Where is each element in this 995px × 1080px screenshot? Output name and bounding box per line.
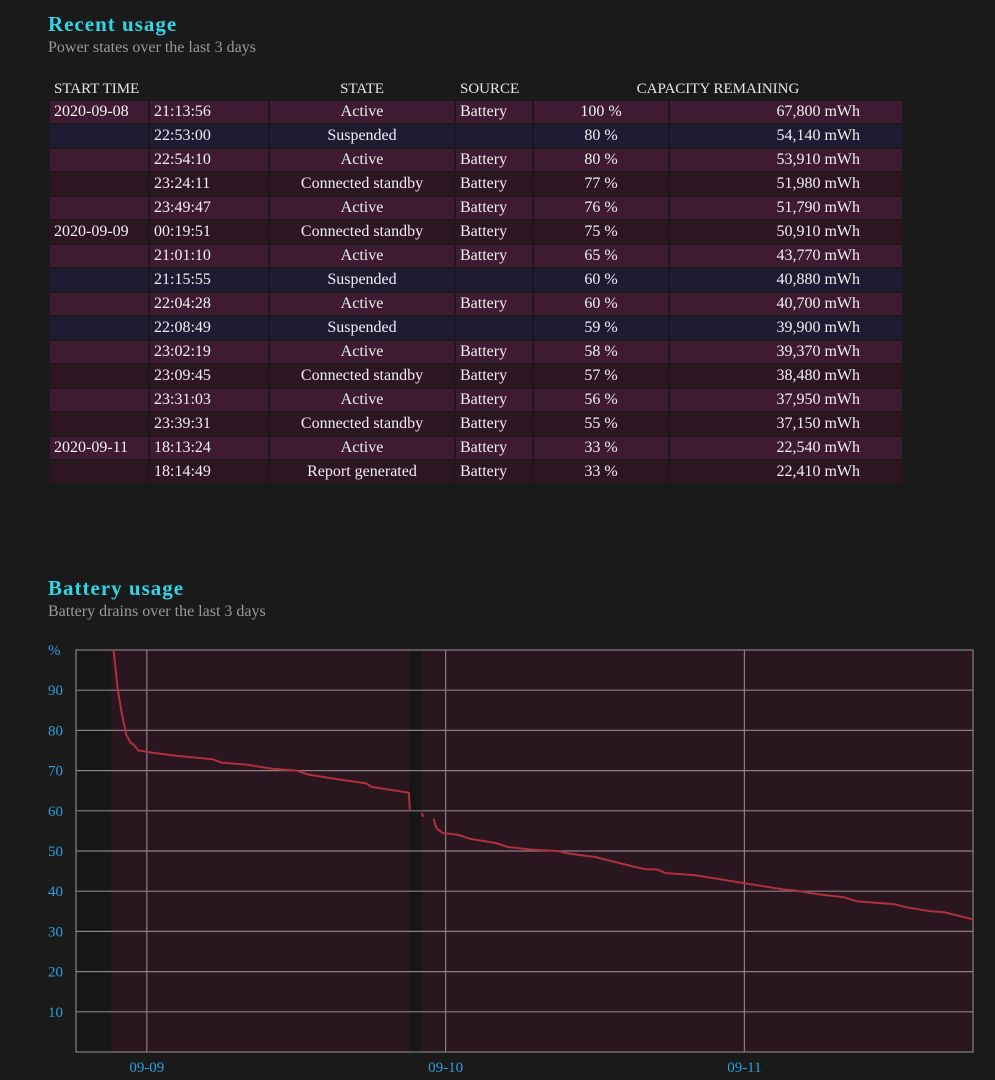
state-cell: Connected standby: [270, 221, 454, 243]
capacity-percent-cell: 55 %: [534, 413, 668, 435]
capacity-percent-cell: 65 %: [534, 245, 668, 267]
start-time-cell: 18:14:49: [150, 461, 268, 483]
y-tick-label: 40: [48, 884, 63, 901]
y-tick-label: 10: [48, 1004, 63, 1021]
source-cell: Battery: [456, 101, 532, 123]
capacity-mwh-cell: 51,790 mWh: [670, 197, 902, 219]
start-date-cell: [50, 317, 148, 339]
y-axis-unit-label: %: [48, 643, 61, 659]
start-date-cell: [50, 269, 148, 291]
header-capacity-remaining: CAPACITY REMAINING: [636, 80, 800, 97]
state-cell: Active: [270, 197, 454, 219]
state-cell: Active: [270, 293, 454, 315]
y-tick-label: 30: [48, 924, 63, 941]
start-date-cell: [50, 413, 148, 435]
source-cell: [456, 269, 532, 291]
source-cell: [456, 125, 532, 147]
capacity-mwh-cell: 40,880 mWh: [670, 269, 902, 291]
capacity-mwh-cell: 51,980 mWh: [670, 173, 902, 195]
state-cell: Report generated: [270, 461, 454, 483]
capacity-mwh-cell: 22,540 mWh: [670, 437, 902, 459]
capacity-mwh-cell: 37,150 mWh: [670, 413, 902, 435]
x-tick-label: 09-09: [129, 1060, 165, 1076]
y-tick-label: 90: [48, 683, 63, 700]
capacity-percent-cell: 59 %: [534, 317, 668, 339]
header-start-time: START TIME: [54, 80, 140, 97]
source-cell: Battery: [456, 389, 532, 411]
power-states-table: [48, 77, 904, 485]
source-cell: [456, 317, 532, 339]
y-tick-label: 80: [48, 723, 63, 740]
start-time-cell: 23:49:47: [150, 197, 268, 219]
battery-drain-line: [422, 813, 424, 817]
battery-usage-title: Battery usage: [48, 576, 185, 600]
state-cell: Suspended: [270, 269, 454, 291]
table-body: [50, 101, 902, 483]
recent-usage-title: Recent usage: [48, 12, 178, 36]
recent-usage-subtitle: Power states over the last 3 days: [48, 39, 256, 56]
capacity-mwh-cell: 39,900 mWh: [670, 317, 902, 339]
table-row: [50, 389, 902, 411]
source-cell: Battery: [456, 173, 532, 195]
capacity-percent-cell: 60 %: [534, 269, 668, 291]
capacity-percent-cell: 33 %: [534, 437, 668, 459]
capacity-percent-cell: 56 %: [534, 389, 668, 411]
table-row: [50, 173, 902, 195]
source-cell: Battery: [456, 413, 532, 435]
state-cell: Active: [270, 389, 454, 411]
state-cell: Connected standby: [270, 365, 454, 387]
start-time-cell: 21:01:10: [150, 245, 268, 267]
capacity-percent-cell: 100 %: [534, 101, 668, 123]
start-date-cell: [50, 461, 148, 483]
table-row: [50, 413, 902, 435]
start-date-cell: 2020-09-08: [50, 101, 148, 123]
table-row: [50, 341, 902, 363]
y-tick-label: 70: [48, 763, 63, 780]
start-date-cell: [50, 389, 148, 411]
start-time-cell: 18:13:24: [150, 437, 268, 459]
start-date-cell: 2020-09-11: [50, 437, 148, 459]
start-date-cell: [50, 293, 148, 315]
capacity-percent-cell: 60 %: [534, 293, 668, 315]
table-row: [50, 245, 902, 267]
table-header-row: [50, 79, 902, 99]
state-cell: Active: [270, 245, 454, 267]
source-cell: Battery: [456, 461, 532, 483]
start-date-cell: [50, 149, 148, 171]
y-tick-label: 50: [48, 844, 63, 860]
table-row: [50, 437, 902, 459]
capacity-mwh-cell: 43,770 mWh: [670, 245, 902, 267]
start-time-cell: 22:04:28: [150, 293, 268, 315]
start-time-cell: 23:02:19: [150, 341, 268, 363]
state-cell: Active: [270, 149, 454, 171]
state-cell: Active: [270, 341, 454, 363]
start-date-cell: [50, 173, 148, 195]
start-time-cell: 22:08:49: [150, 317, 268, 339]
start-time-cell: 23:09:45: [150, 365, 268, 387]
table-row: [50, 197, 902, 219]
capacity-mwh-cell: 37,950 mWh: [670, 389, 902, 411]
capacity-percent-cell: 75 %: [534, 221, 668, 243]
table-row: [50, 269, 902, 291]
capacity-mwh-cell: 22,410 mWh: [670, 461, 902, 483]
state-cell: Suspended: [270, 125, 454, 147]
capacity-mwh-cell: 54,140 mWh: [670, 125, 902, 147]
table-row: [50, 125, 902, 147]
start-time-cell: 22:54:10: [150, 149, 268, 171]
source-cell: Battery: [456, 149, 532, 171]
battery-drain-chart: [0, 640, 995, 1080]
y-tick-label: 20: [48, 964, 63, 981]
source-cell: Battery: [456, 437, 532, 459]
capacity-mwh-cell: 50,910 mWh: [670, 221, 902, 243]
table-row: [50, 317, 902, 339]
table-row: [50, 101, 902, 123]
capacity-percent-cell: 76 %: [534, 197, 668, 219]
start-date-cell: [50, 245, 148, 267]
start-date-cell: [50, 365, 148, 387]
y-tick-label: 60: [48, 803, 63, 820]
source-cell: Battery: [456, 293, 532, 315]
start-date-cell: [50, 125, 148, 147]
source-cell: Battery: [456, 197, 532, 219]
start-time-cell: 21:13:56: [150, 101, 268, 123]
state-cell: Suspended: [270, 317, 454, 339]
capacity-percent-cell: 77 %: [534, 173, 668, 195]
start-time-cell: 23:31:03: [150, 389, 268, 411]
start-date-cell: [50, 197, 148, 219]
capacity-percent-cell: 80 %: [534, 125, 668, 147]
capacity-percent-cell: 58 %: [534, 341, 668, 363]
capacity-mwh-cell: 39,370 mWh: [670, 341, 902, 363]
start-time-cell: 23:24:11: [150, 173, 268, 195]
capacity-percent-cell: 57 %: [534, 365, 668, 387]
table-row: [50, 149, 902, 171]
start-date-cell: [50, 341, 148, 363]
table-row: [50, 365, 902, 387]
state-cell: Connected standby: [270, 173, 454, 195]
x-tick-label: 09-11: [727, 1060, 762, 1076]
table-row: [50, 461, 902, 483]
start-date-cell: 2020-09-09: [50, 221, 148, 243]
header-source: SOURCE: [460, 80, 520, 97]
start-time-cell: 22:53:00: [150, 125, 268, 147]
capacity-percent-cell: 33 %: [534, 461, 668, 483]
table-row: [50, 221, 902, 243]
battery-usage-subtitle: Battery drains over the last 3 days: [48, 603, 266, 620]
capacity-mwh-cell: 53,910 mWh: [670, 149, 902, 171]
state-cell: Connected standby: [270, 413, 454, 435]
x-tick-label: 09-10: [428, 1060, 464, 1076]
header-state: STATE: [340, 80, 384, 97]
source-cell: Battery: [456, 341, 532, 363]
capacity-mwh-cell: 38,480 mWh: [670, 365, 902, 387]
state-cell: Active: [270, 437, 454, 459]
source-cell: Battery: [456, 245, 532, 267]
source-cell: Battery: [456, 365, 532, 387]
start-time-cell: 21:15:55: [150, 269, 268, 291]
capacity-mwh-cell: 40,700 mWh: [670, 293, 902, 315]
table-row: [50, 293, 902, 315]
capacity-percent-cell: 80 %: [534, 149, 668, 171]
start-time-cell: 23:39:31: [150, 413, 268, 435]
source-cell: Battery: [456, 221, 532, 243]
capacity-mwh-cell: 67,800 mWh: [670, 101, 902, 123]
start-time-cell: 00:19:51: [150, 221, 268, 243]
state-cell: Active: [270, 101, 454, 123]
